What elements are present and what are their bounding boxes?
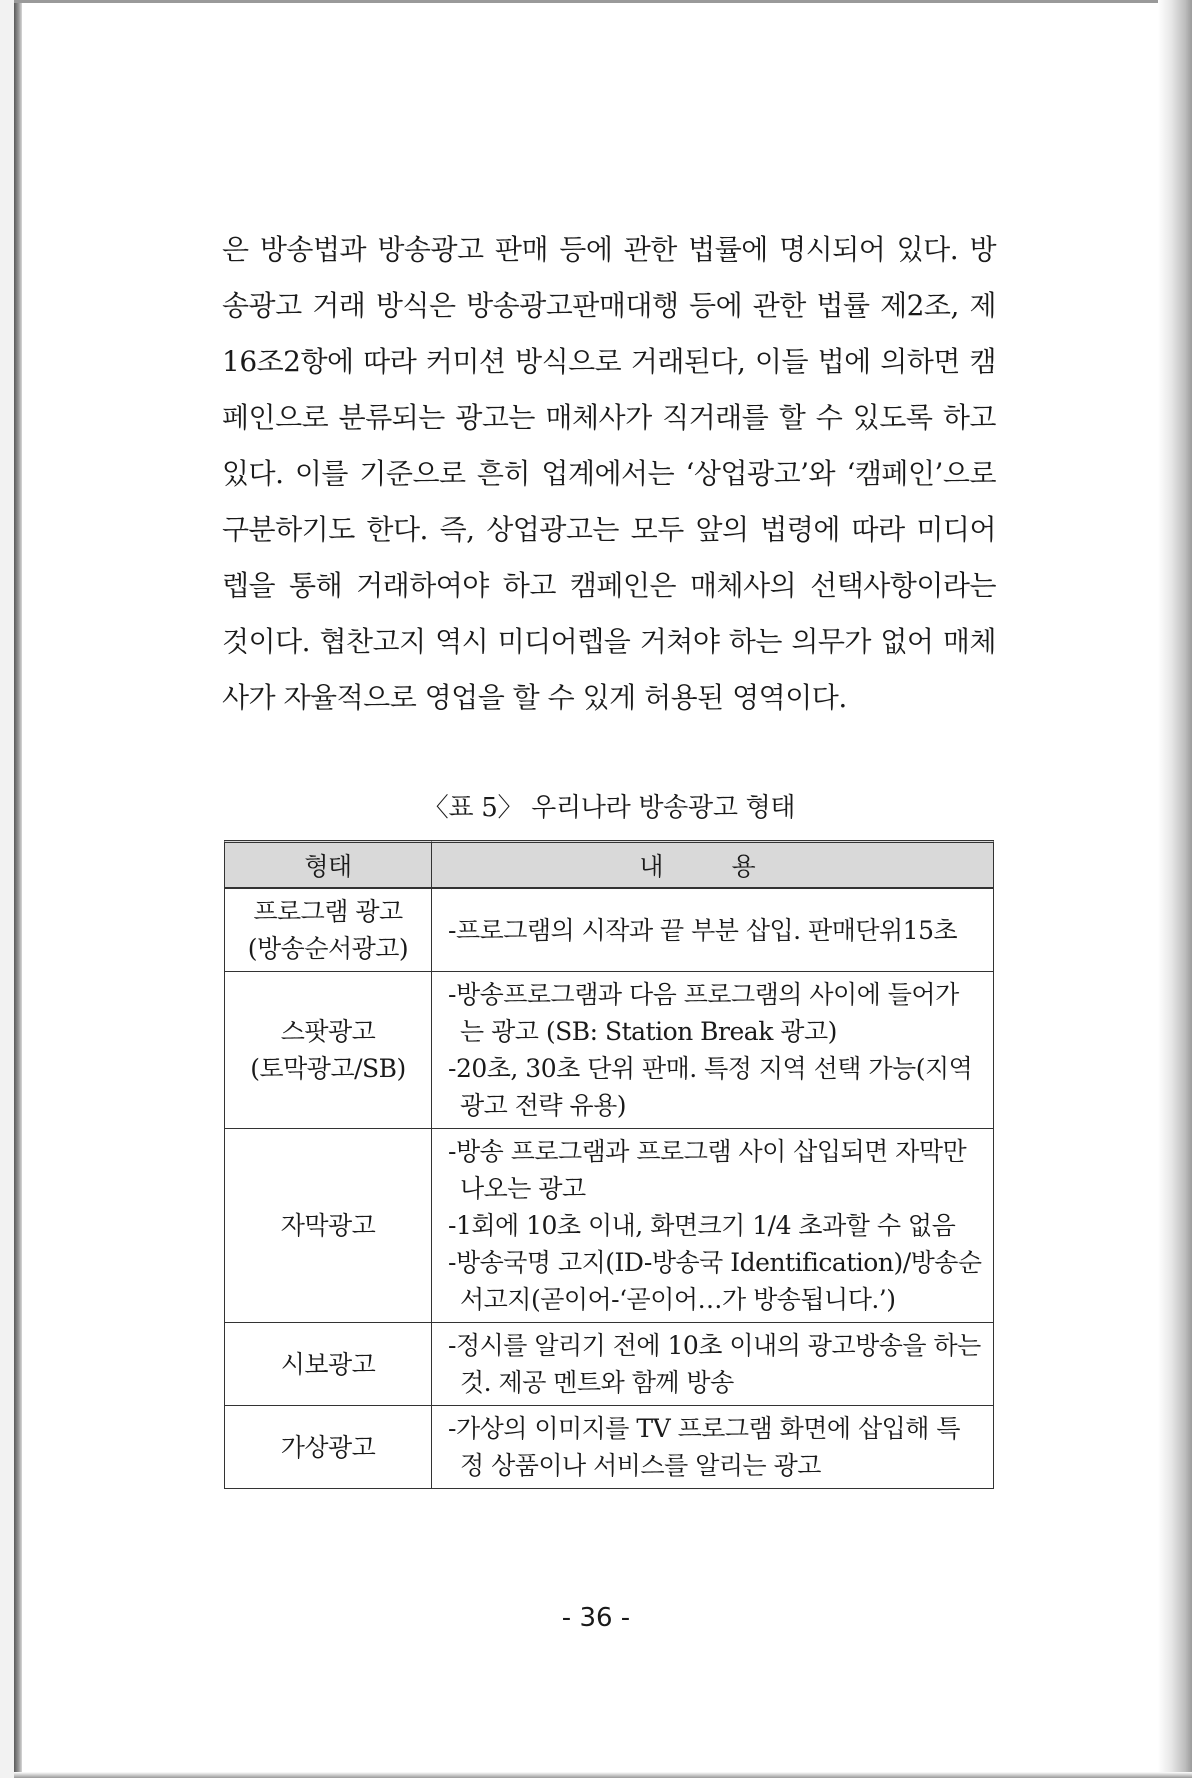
type-name: 시보광고 bbox=[280, 1349, 376, 1379]
type-name: 프로그램 광고 bbox=[253, 897, 403, 926]
table-header-row bbox=[224, 840, 994, 888]
page-binding-shadow bbox=[0, 0, 14, 1778]
content-line: -정시를 알리기 전에 10초 이내의 광고방송을 하는 bbox=[448, 1331, 981, 1360]
content-line: 광고 전략 유용) bbox=[460, 1091, 627, 1120]
body-paragraph bbox=[222, 222, 996, 726]
content-cell bbox=[431, 1406, 994, 1489]
type-subname: (토막광고/SB) bbox=[250, 1054, 406, 1083]
content-line: -가상의 이미지를 TV 프로그램 화면에 삽입해 특 bbox=[448, 1414, 961, 1443]
type-cell bbox=[224, 1323, 431, 1406]
type-cell bbox=[224, 888, 431, 972]
content-item bbox=[448, 1207, 985, 1244]
body-line: 16조2항에 따라 커미션 방식으로 거래된다, 이들 법에 의하면 캠 bbox=[222, 345, 996, 378]
content-cell bbox=[431, 1129, 994, 1323]
type-name: 가상광고 bbox=[280, 1432, 376, 1462]
body-line: 페인으로 분류되는 광고는 매체사가 직거래를 할 수 있도록 하고 bbox=[222, 401, 996, 434]
page-bottom-edge bbox=[14, 1772, 1192, 1778]
content-cell bbox=[431, 888, 994, 972]
content-line: 정 상품이나 서비스를 알리는 광고 bbox=[460, 1451, 821, 1480]
table-row bbox=[224, 1129, 994, 1323]
content-item bbox=[448, 1133, 985, 1207]
body-line: 렙을 통해 거래하여야 하고 캠페인은 매체사의 선택사항이라는 bbox=[222, 569, 996, 602]
content-line: -20초, 30초 단위 판매. 특정 지역 선택 가능(지역 bbox=[448, 1054, 973, 1083]
content-cell bbox=[431, 1323, 994, 1406]
type-subname: (방송순서광고) bbox=[247, 934, 409, 963]
content-line: -1회에 10초 이내, 화면크기 1/4 초과할 수 없음 bbox=[448, 1211, 956, 1240]
table-caption: 〈표 5〉 우리나라 방송광고 형태 bbox=[422, 793, 796, 823]
header-type: 형태 bbox=[224, 840, 431, 888]
broadcast-ad-types-table bbox=[224, 840, 994, 1489]
body-line: 사가 자율적으로 영업을 할 수 있게 허용된 영역이다. bbox=[222, 681, 847, 714]
table-row bbox=[224, 1406, 994, 1489]
type-cell bbox=[224, 972, 431, 1129]
content-line: -방송 프로그램과 프로그램 사이 삽입되면 자막만 bbox=[448, 1137, 967, 1166]
content-line: 것. 제공 멘트와 함께 방송 bbox=[460, 1368, 734, 1397]
body-line: 송광고 거래 방식은 방송광고판매대행 등에 관한 법률 제2조, 제 bbox=[222, 289, 996, 322]
content-cell bbox=[431, 972, 994, 1129]
header-content: 내 용 bbox=[431, 840, 994, 888]
page-top-edge bbox=[14, 0, 1192, 3]
body-line: 것이다. 협찬고지 역시 미디어렙을 거쳐야 하는 의무가 없어 매체 bbox=[222, 625, 996, 658]
content-line: 나오는 광고 bbox=[460, 1174, 586, 1203]
content-line: -방송국명 고지(ID-방송국 Identification)/방송순 bbox=[448, 1248, 982, 1277]
table-row bbox=[224, 1323, 994, 1406]
content-item bbox=[448, 1244, 985, 1318]
type-cell bbox=[224, 1129, 431, 1323]
body-line: 은 방송법과 방송광고 판매 등에 관한 법률에 명시되어 있다. 방 bbox=[222, 233, 996, 266]
table-row bbox=[224, 972, 994, 1129]
type-name: 스팟광고 bbox=[280, 1017, 376, 1046]
content-line: 는 광고 (SB: Station Break 광고) bbox=[460, 1017, 837, 1046]
content-item bbox=[448, 1050, 985, 1124]
content-item bbox=[448, 1410, 985, 1484]
content-item bbox=[448, 976, 985, 1050]
type-name: 자막광고 bbox=[280, 1211, 376, 1240]
body-line: 구분하기도 한다. 즉, 상업광고는 모두 앞의 법령에 따라 미디어 bbox=[222, 513, 996, 546]
body-line: 있다. 이를 기준으로 흔히 업계에서는 ‘상업광고’와 ‘캠페인’으로 bbox=[222, 457, 996, 490]
table-row bbox=[224, 888, 994, 972]
page-number: - 36 - bbox=[561, 1603, 631, 1633]
page-left-edge bbox=[14, 0, 22, 1778]
content-line: -방송프로그램과 다음 프로그램의 사이에 들어가 bbox=[448, 980, 959, 1009]
type-cell bbox=[224, 1406, 431, 1489]
content-item bbox=[448, 1327, 985, 1401]
content-item bbox=[448, 912, 985, 949]
page-right-edge bbox=[1158, 0, 1192, 1778]
content-line: -프로그램의 시작과 끝 부분 삽입. 판매단위15초 bbox=[448, 915, 958, 945]
content-line: 서고지(곧이어-‘곧이어…가 방송됩니다.’) bbox=[460, 1285, 896, 1314]
